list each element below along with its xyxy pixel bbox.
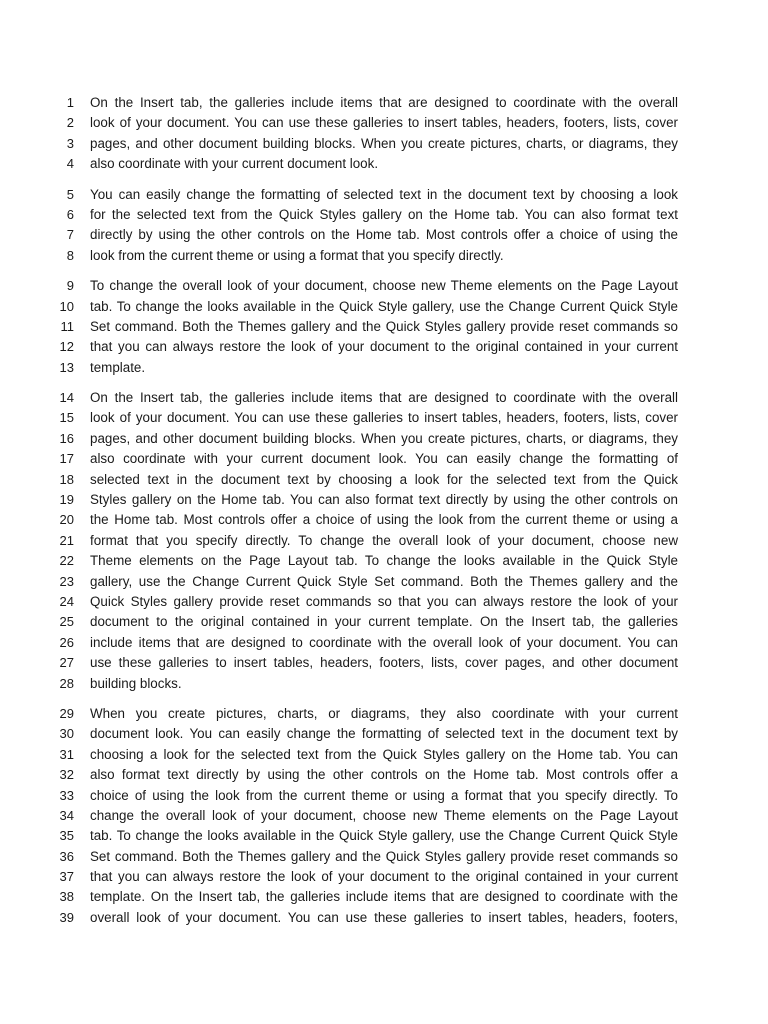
paragraph-gap [44, 266, 74, 276]
text-line: also coordinate with your current document look. You can easily change the formatting of [90, 451, 678, 467]
text-line: choosing a look for the selected text from the Quick Styles gallery on the Home tab. You can [90, 746, 678, 762]
text-line: the Home tab. Most controls offer a choice of using the look from the current theme or using a [90, 512, 678, 528]
body-text [90, 93, 678, 928]
line-number: 21 [59, 532, 74, 548]
line-number: 15 [59, 410, 74, 426]
text-line: Styles gallery on the Home tab. You can also format text directly by using the other controls on [90, 492, 678, 508]
line-number: 27 [59, 655, 74, 671]
text-line: pages, and other document building blocks. When you create pictures, charts, or diagrams, they [90, 430, 678, 446]
line-number: 3 [66, 135, 74, 151]
line-number: 16 [59, 430, 74, 446]
text-line: choice of using the look from the current theme or using a format that you specify directly. To [90, 787, 678, 803]
text-line: tab. To change the looks available in the Quick Style gallery, use the Change Current Quick Style [90, 298, 678, 314]
text-line: look from the current theme or using a format that you specify directly. [90, 247, 504, 263]
paragraph-gap [90, 378, 678, 388]
text-line: use these galleries to insert tables, headers, footers, lists, cover pages, and other document [90, 655, 678, 671]
line-number: 25 [59, 614, 74, 630]
line-number: 12 [59, 339, 74, 355]
line-number: 36 [59, 848, 74, 864]
text-line: that you can always restore the look of your document to the original contained in your current [90, 869, 678, 885]
text-line: To change the overall look of your document, choose new Theme elements on the Page Layout [90, 278, 678, 294]
line-number: 10 [59, 298, 74, 314]
text-line: overall look of your document. You can use these galleries to insert tables, headers, footers, [90, 909, 678, 925]
text-line: template. On the Insert tab, the galleries include items that are designed to coordinate with the [90, 889, 678, 905]
line-number: 38 [59, 889, 74, 905]
text-line: include items that are designed to coordinate with the overall look of your document. You can [90, 634, 678, 650]
line-number: 20 [59, 512, 74, 528]
line-number: 13 [59, 359, 74, 375]
paragraph-gap [44, 694, 74, 704]
line-number: 2 [66, 115, 74, 131]
line-number: 1 [66, 95, 74, 110]
line-number: 11 [60, 318, 74, 334]
text-line: document look. You can easily change the formatting of selected text in the document text by [90, 726, 678, 742]
line-number: 33 [59, 787, 74, 803]
text-line: selected text in the document text by choosing a look for the selected text from the Quick [90, 471, 678, 487]
line-number: 4 [66, 156, 74, 172]
text-line: Quick Styles gallery provide reset commands so that you can always restore the look of your [90, 593, 678, 609]
line-number: 37 [59, 869, 74, 885]
line-number: 32 [59, 767, 74, 783]
paragraph-gap [90, 266, 678, 276]
line-number: 26 [59, 634, 74, 650]
text-line: document to the original contained in your current template. On the Insert tab, the galleries [90, 614, 678, 630]
text-line: that you can always restore the look of your document to the original contained in your current [90, 339, 678, 355]
text-line: for the selected text from the Quick Styles gallery on the Home tab. You can also format text [90, 206, 678, 222]
line-number: 28 [59, 675, 74, 691]
line-number: 19 [59, 492, 74, 508]
paragraph-gap [90, 175, 678, 185]
text-line: also format text directly by using the other controls on the Home tab. Most controls offer a [90, 767, 678, 783]
text-line: also coordinate with your current document look. [90, 156, 379, 172]
line-number: 30 [59, 726, 74, 742]
text-line: Set command. Both the Themes gallery and the Quick Styles gallery provide reset commands so [90, 318, 678, 334]
text-line: On the Insert tab, the galleries include items that are designed to coordinate with the overall [90, 390, 678, 406]
line-number: 23 [59, 573, 74, 589]
line-number: 9 [66, 278, 74, 294]
text-line: look of your document. You can use these galleries to insert tables, headers, footers, lists, cover [90, 410, 678, 426]
text-line: tab. To change the looks available in the Quick Style gallery, use the Change Current Quick Style [90, 828, 678, 844]
line-number: 29 [59, 705, 74, 721]
text-line: Set command. Both the Themes gallery and the Quick Styles gallery provide reset commands so [90, 848, 678, 864]
text-line: building blocks. [90, 675, 182, 691]
text-line: look of your document. You can use these galleries to insert tables, headers, footers, lists, cover [90, 115, 678, 131]
text-line: template. [90, 359, 146, 375]
text-line: change the overall look of your document, choose new Theme elements on the Page Layout [90, 807, 678, 823]
paragraph-gap [44, 378, 74, 388]
text-line: pages, and other document building blocks. When you create pictures, charts, or diagrams, they [90, 135, 678, 151]
text-line: Theme elements on the Page Layout tab. To change the looks available in the Quick Style [90, 553, 678, 569]
line-number: 8 [66, 247, 74, 263]
paragraph-gap [44, 175, 74, 185]
line-number: 24 [59, 593, 74, 609]
line-number: 5 [66, 186, 74, 202]
line-number: 7 [66, 227, 74, 243]
line-number: 34 [59, 807, 74, 823]
line-number: 31 [59, 746, 74, 762]
line-number: 35 [59, 828, 74, 844]
text-line: When you create pictures, charts, or diagrams, they also coordinate with your current [90, 705, 678, 721]
text-line: On the Insert tab, the galleries include items that are designed to coordinate with the overall [90, 95, 678, 110]
line-number: 18 [59, 471, 74, 487]
text-line: You can easily change the formatting of selected text in the document text by choosing a look [90, 186, 678, 202]
line-number: 17 [59, 451, 74, 467]
text-line: gallery, use the Change Current Quick Style Set command. Both the Themes gallery and the [90, 573, 678, 589]
text-line: directly by using the other controls on the Home tab. Most controls offer a choice of using the [90, 227, 678, 243]
line-number: 14 [59, 390, 74, 406]
line-number: 22 [59, 553, 74, 569]
text-line: format that you specify directly. To change the overall look of your document, choose new [90, 532, 678, 548]
line-number: 6 [66, 206, 74, 222]
line-number: 39 [59, 909, 74, 925]
line-numbers-column [44, 93, 74, 928]
paragraph-gap [90, 694, 678, 704]
